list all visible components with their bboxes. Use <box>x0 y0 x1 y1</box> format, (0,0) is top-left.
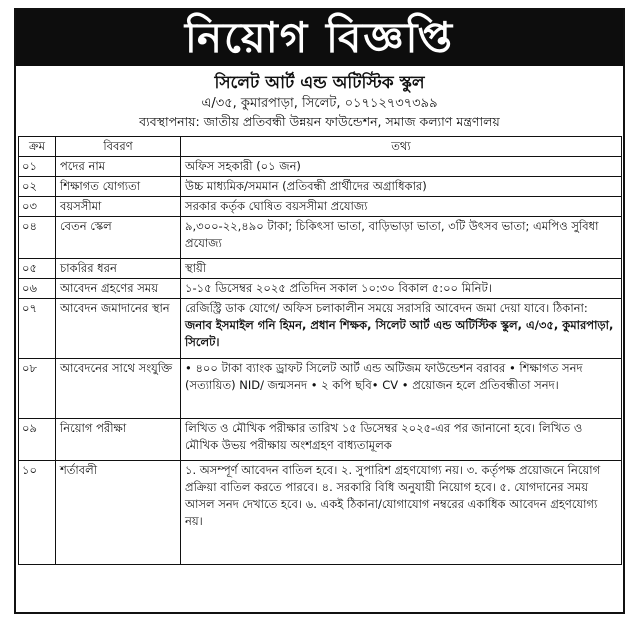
row-number: ০৮ <box>19 359 56 419</box>
row-info: ১-১৫ ডিসেম্বর ২০২৫ প্রতিদিন সকাল ১০:৩০ বিকাল ৫:০০ মিনিট। <box>181 279 622 299</box>
row-info-address: জনাব ইসমাইল গনি হিমন, প্রধান শিক্ষক, সিলেট আর্ট এন্ড অটিস্টিক স্কুল, এ/৩৫, কুমারপাড়া, সিলেট। <box>185 318 614 349</box>
job-notice <box>14 8 625 614</box>
row-item: পদের নাম <box>56 157 181 177</box>
row-info: ১. অসম্পূর্ণ আবেদন বাতিল হবে। ২. সুপারিশ গ্রহণযোগ্য নয়। ৩. কর্তৃপক্ষ প্রয়োজনে নিয়োগ প্রক্রিয়া বাতিল করতে পারবে। ৪. সরকারি বিধি অনুযায়ী নিয়োগ হবে। ৫. যোগদানের সময় আসল সনদ দেখাতে হবে। ৬. একই ঠিকানা/যোগাযোগ নম্বরের একাধিক আবেদন গ্রহণযোগ্য নয়। <box>181 461 622 565</box>
row-info: ৯,৩০০-২২,৪৯০ টাকা; চিকিৎসা ভাতা, বাড়িভাড়া ভাতা, ৩টি উৎসব ভাতা; এমপিও সুবিধা প্রযোজ্য <box>181 217 622 259</box>
row-info: • ৪০০ টাকা ব্যাংক ড্রাফট সিলেট আর্ট এন্ড অটিজম ফাউন্ডেশন বরাবর • শিক্ষাগত সনদ (সত্যায়িত) NID/ জন্মসনদ • ২ কপি ছবি• CV • প্রয়োজন হলে প্রতিবন্ধীতা সনদ। <box>181 359 622 419</box>
row-item: শর্তাবলী <box>56 461 181 565</box>
school-address: এ/৩৫, কুমারপাড়া, সিলেট, ০১৭১২৭৩৭৩৯৯ <box>201 96 438 111</box>
table-header-row <box>19 137 622 157</box>
table-row <box>19 461 622 565</box>
row-item: শিক্ষাগত যোগ্যতা <box>56 177 181 197</box>
row-info: লিখিত ও মৌখিক পরীক্ষার তারিখ ১৫ ডিসেম্বর ২০২৫-এর পর জানানো হবে। লিখিত ও মৌখিক উভয় পরীক্ষায় অংশগ্রহণ বাধ্যতামূলক <box>181 419 622 461</box>
row-item: আবেদন গ্রহণের সময় <box>56 279 181 299</box>
row-info: উচ্চ মাধ্যমিক/সমমান (প্রতিবন্ধী প্রার্থীদের অগ্রাধিকার) <box>181 177 622 197</box>
row-number: ০৫ <box>19 259 56 279</box>
header-serial: ক্রম <box>19 137 56 157</box>
school-name: সিলেট আর্ট এন্ড অটিস্টিক স্কুল <box>214 73 425 93</box>
row-number: ১০ <box>19 461 56 565</box>
row-number: ০৩ <box>19 197 56 217</box>
header-description: বিবরণ <box>56 137 181 157</box>
table-row <box>19 157 622 177</box>
notice-title: নিয়োগ বিজ্ঞপ্তি <box>184 13 455 62</box>
row-number: ০২ <box>19 177 56 197</box>
table-row <box>19 197 622 217</box>
row-info: অফিস সহকারী (০১ জন) <box>181 157 622 177</box>
header-information: তথ্য <box>181 137 622 157</box>
row-info: সরকার কর্তৃক ঘোষিত বয়সসীমা প্রযোজ্য <box>181 197 622 217</box>
row-item: আবেদনের সাথে সংযুক্তি <box>56 359 181 419</box>
table-row <box>19 177 622 197</box>
table-row <box>19 299 622 359</box>
table-row <box>19 217 622 259</box>
table-row <box>19 419 622 461</box>
table-row <box>19 279 622 299</box>
row-number: ০৪ <box>19 217 56 259</box>
row-info <box>181 299 622 359</box>
row-number: ০৬ <box>19 279 56 299</box>
row-item: বয়সসীমা <box>56 197 181 217</box>
row-info: স্থায়ী <box>181 259 622 279</box>
row-info-plain: রেজিস্ট্রি ডাক যোগে/ অফিস চলাকালীন সময়ে সরাসরি আবেদন জমা দেয়া যাবে। ঠিকানা: <box>185 301 588 315</box>
row-item: বেতন স্কেল <box>56 217 181 259</box>
row-item: চাকরির ধরন <box>56 259 181 279</box>
row-number: ০৯ <box>19 419 56 461</box>
row-item: আবেদন জমাদানের স্থান <box>56 299 181 359</box>
title-banner <box>16 10 623 66</box>
row-number: ০৭ <box>19 299 56 359</box>
table-row <box>19 259 622 279</box>
row-item: নিয়োগ পরীক্ষা <box>56 419 181 461</box>
details-table <box>18 136 622 565</box>
row-number: ০১ <box>19 157 56 177</box>
management-line: ব্যবস্থাপনায়: জাতীয় প্রতিবন্ধী উন্নয়ন ফাউন্ডেশন, সমাজ কল্যাণ মন্ত্রণালয় <box>139 114 500 129</box>
table-row <box>19 359 622 419</box>
